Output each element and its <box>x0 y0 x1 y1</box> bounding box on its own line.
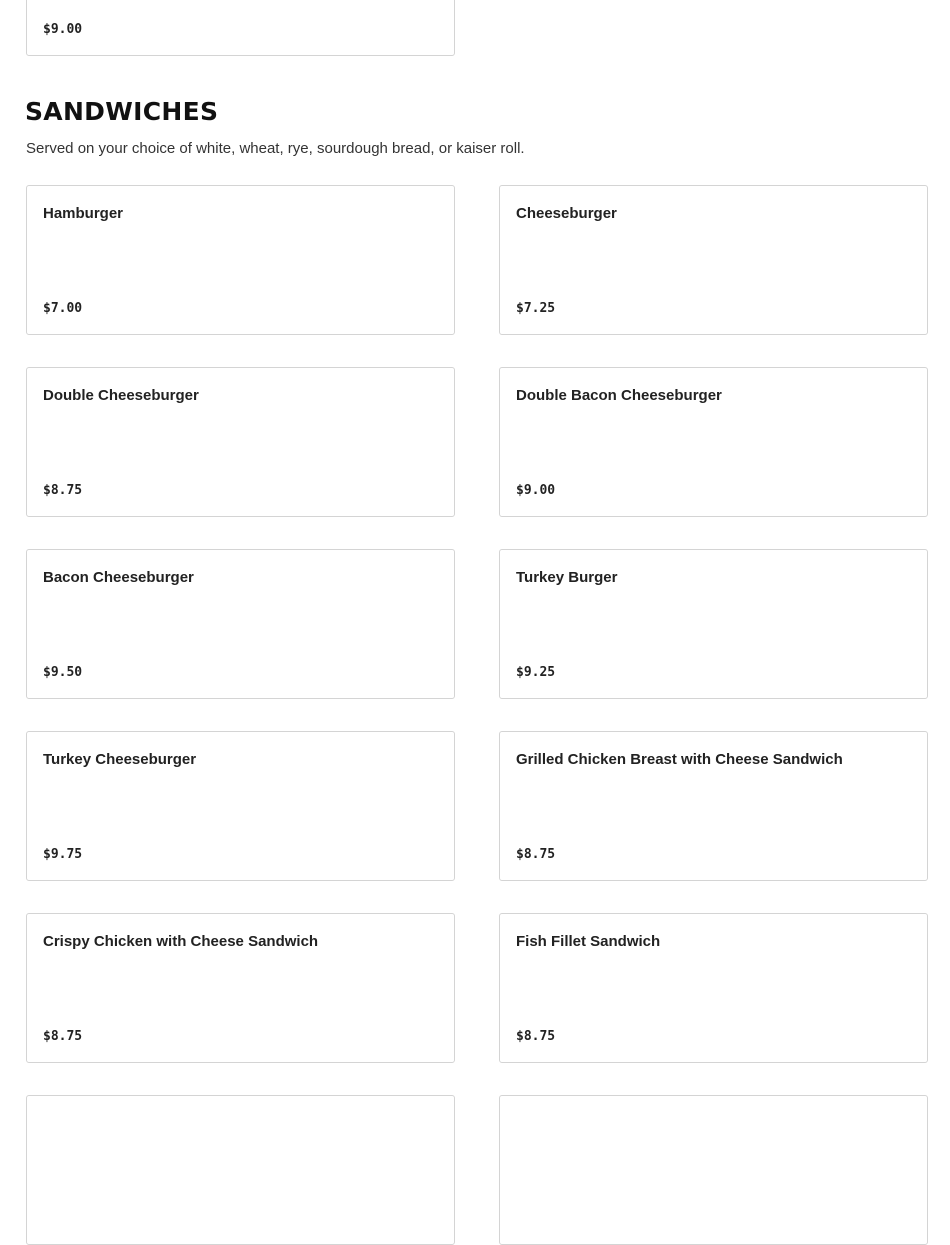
menu-item-price: $9.25 <box>516 665 556 680</box>
menu-item-card[interactable] <box>26 0 455 56</box>
menu-item-name: Turkey Cheeseburger <box>43 751 197 768</box>
menu-item-card[interactable] <box>26 913 455 1063</box>
menu-item-name: Double Bacon Cheeseburger <box>516 387 722 404</box>
menu-item-price: $9.00 <box>43 22 83 37</box>
menu-item-price: $9.75 <box>43 847 83 862</box>
menu-item-card[interactable] <box>499 1095 928 1245</box>
menu-item-name: Crispy Chicken with Cheese Sandwich <box>43 933 319 950</box>
menu-item-price: $9.00 <box>516 483 556 498</box>
menu-item-price: $7.00 <box>43 301 83 316</box>
menu-item-card[interactable] <box>499 367 928 517</box>
menu-item-card[interactable] <box>26 731 455 881</box>
menu-item-card[interactable] <box>26 367 455 517</box>
menu-item-card[interactable] <box>499 913 928 1063</box>
menu-item-name: Fish Fillet Sandwich <box>516 933 661 950</box>
menu-item-price: $7.25 <box>516 301 556 316</box>
section-description: Served on your choice of white, wheat, rye, sourdough bread, or kaiser roll. <box>26 140 525 157</box>
menu-item-name: Bacon Cheeseburger <box>43 569 194 586</box>
menu-item-card[interactable] <box>499 185 928 335</box>
menu-item-card[interactable] <box>26 1095 455 1245</box>
menu-item-card[interactable] <box>26 185 455 335</box>
menu-item-name: Turkey Burger <box>516 569 618 586</box>
menu-item-name: Cheeseburger <box>516 205 617 222</box>
menu-item-card[interactable] <box>499 731 928 881</box>
menu-item-name: Grilled Chicken Breast with Cheese Sandwich <box>516 751 843 768</box>
menu-item-price: $8.75 <box>516 847 556 862</box>
menu-item-price: $8.75 <box>43 483 83 498</box>
menu-item-price: $8.75 <box>43 1029 83 1044</box>
menu-item-price: $8.75 <box>516 1029 556 1044</box>
menu-item-card[interactable] <box>499 549 928 699</box>
menu-item-card[interactable] <box>26 549 455 699</box>
menu-item-name: Hamburger <box>43 205 124 222</box>
menu-item-price: $9.50 <box>43 665 83 680</box>
section-title: SANDWICHES <box>25 97 219 126</box>
menu-item-name: Double Cheeseburger <box>43 387 199 404</box>
